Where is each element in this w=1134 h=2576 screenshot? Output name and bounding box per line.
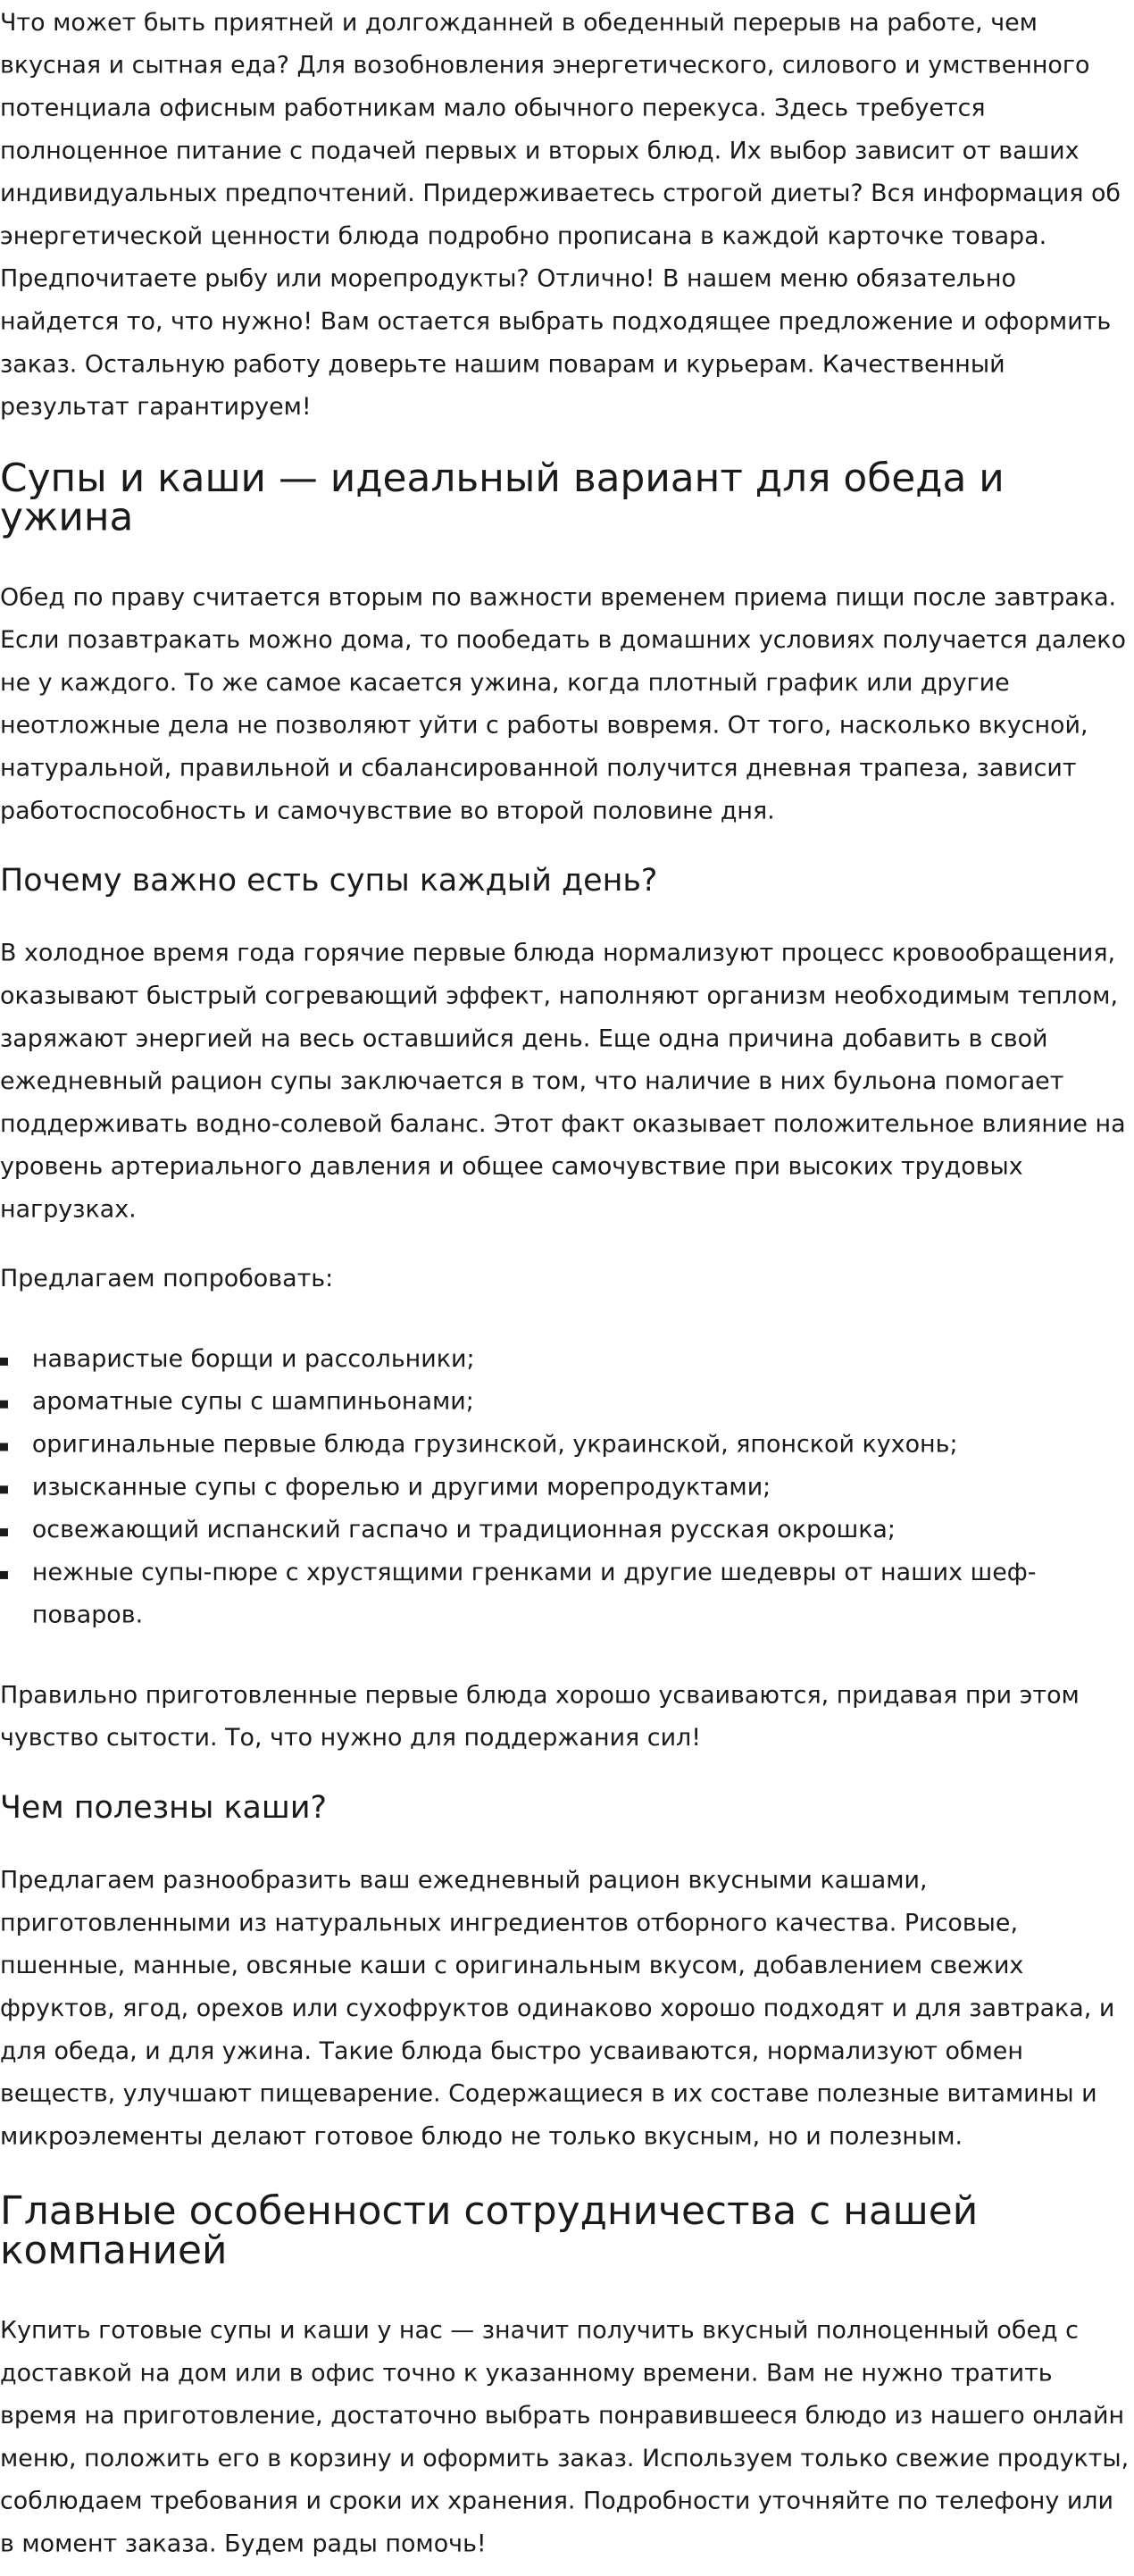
article-page <box>0 2 1134 2576</box>
offer-paragraph: Предлагаем попробовать: <box>0 1265 334 1293</box>
list-item: изысканные супы с форелью и другими морепродуктами; <box>0 1466 1134 1509</box>
article-content <box>0 2 1134 2565</box>
heading-features: Главные особенности сотрудничества с нашей компанией <box>0 2188 979 2273</box>
list-item: нежные супы-пюре с хрустящими гренками и другие шедевры от наших шеф-поваров. <box>0 1551 1134 1637</box>
properly-cooked-paragraph: Правильно приготовленные первые блюда хорошо усваиваются, придавая при этом чувство сытости. То, что нужно для поддержания сил! <box>0 1681 1080 1752</box>
list-item: освежающий испанский гаспачо и традиционная русская окрошка; <box>0 1509 1134 1551</box>
heading-why-soups: Почему важно есть супы каждый день? <box>0 863 658 899</box>
soups-list <box>0 1338 1134 1637</box>
list-item: оригинальные первые блюда грузинской, украинской, японской кухонь; <box>0 1424 1134 1467</box>
porridge-paragraph: Предлагаем разнообразить ваш ежедневный рацион вкусными кашами, приготовленными из натуральных ингредиентов отборного качества. Рисовые, пшенные, манные, овсяные каши с оригинальным вкусом, добавлением свежих фруктов, ягод, орехов или сухофруктов одинаково хорошо подходят и для завтрака, и для обеда, и для ужина. Такие блюда быстро усваиваются, нормализуют обмен веществ, улучшают пищеварение. Содержащиеся в их составе полезные витамины и микроэлементы делают готовое блюдо не только вкусным, но и полезным. <box>0 1866 1115 2151</box>
heading-soups-porridge: Супы и каши — идеальный вариант для обеда и ужина <box>0 455 1005 540</box>
heading-porridge: Чем полезны каши? <box>0 1789 327 1826</box>
lunch-paragraph: Обед по праву считается вторым по важности временем приема пищи после завтрака. Если позавтракать можно дома, то пообедать в домашних условиях получается далеко не у каждого. То же самое касается ужина, когда плотный график или другие неотложные дела не позволяют уйти с работы вовремя. От того, насколько вкусной, натуральной, правильной и сбалансированной получится дневная трапеза, зависит работоспособность и самочувствие во второй половине дня. <box>0 583 1126 825</box>
list-item: ароматные супы с шампиньонами; <box>0 1381 1134 1424</box>
cold-season-paragraph: В холодное время года горячие первые блюда нормализуют процесс кровообращения, оказывают быстрый согревающий эффект, наполняют организм необходимым теплом, заряжают энергией на весь оставшийся день. Еще одна причина добавить в свой ежедневный рацион супы заключается в том, что наличие в них бульона помогает поддерживать водно-солевой баланс. Этот факт оказывает положительное влияние на уровень артериального давления и общее самочувствие при высоких трудовых нагрузках. <box>0 939 1126 1224</box>
list-item: наваристые борщи и рассольники; <box>0 1338 1134 1381</box>
buy-paragraph: Купить готовые супы и каши у нас — значит получить вкусный полноценный обед с доставкой на дом или в офис точно к указанному времени. Вам не нужно тратить время на приготовление, достаточно выбрать понравившееся блюдо из нашего онлайн меню, положить его в корзину и оформить заказ. Используем только свежие продукты, соблюдаем требования и сроки их хранения. Подробности уточняйте по телефону или в момент заказа. Будем рады помочь! <box>0 2316 1130 2558</box>
intro-paragraph: Что может быть приятней и долгожданней в обеденный перерыв на работе, чем вкусная и сытная еда? Для возобновления энергетического, силового и умственного потенциала офисным работникам мало обычного перекуса. Здесь требуется полноценное питание с подачей первых и вторых блюд. Их выбор зависит от ваших индивидуальных предпочтений. Придерживаетесь строгой диеты? Вся информация об энергетической ценности блюда подробно прописана в каждой карточке товара. Предпочитаете рыбу или морепродукты? Отлично! В нашем меню обязательно найдется то, что нужно! Вам остается выбрать подходящее предложение и оформить заказ. Остальную работу доверьте нашим поварам и курьерам. Качественный результат гарантируем! <box>0 8 1121 422</box>
